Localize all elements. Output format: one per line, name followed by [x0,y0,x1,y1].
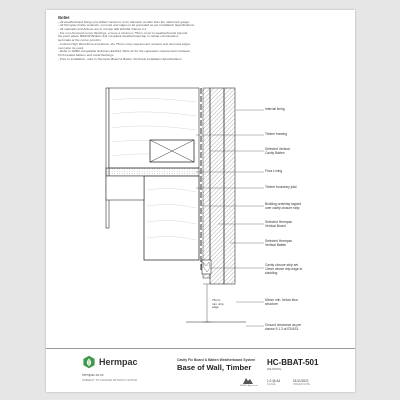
label-cavity-batten [265,148,345,156]
note-line: must also be used. [58,45,84,50]
label-line: Vertical Batten [265,242,287,247]
label-line: Timber boundary joist [265,185,297,189]
label-vertical-board [265,221,345,229]
note-line: - All Hermpac timber products, cut ends and edges to be preceded as per Installation Specifications. [58,23,195,28]
label-line: structure [265,301,278,306]
vertical-batten [224,88,235,284]
label-line: Internal lining [265,107,285,111]
gap-line: 75mm [212,298,221,302]
label-line: Timber framing [265,132,288,136]
label-line: over cavity closure strip [265,205,300,210]
label-below-floor [265,299,345,307]
label-line: Cavity Batten [265,150,285,155]
note-line: terminate at the corner junction. [58,38,102,43]
note-line: - Refer to NZBC Acceptable Solutions E2/AS1 Table 21 for the separation requirements between [58,49,191,54]
hexagon-leaf-logo-icon [82,355,96,369]
label-line: Selected Hermpac [265,220,293,224]
label-floor-lining [265,170,345,174]
label-line: Ground clearance as per [265,323,302,327]
cavity-batten [203,88,210,278]
stamp-text: BRANZ Appraised [240,385,258,387]
note-line: - All weatherboard fixings pre-drilled maximum 1mm diameter smaller than the nail/screw gauge. [58,19,190,24]
label-boundary-joist [265,186,345,190]
date-value: 01/11/2021 [293,379,309,383]
scale-label: SCALE [267,383,276,386]
drawing-sheet [46,10,355,392]
floor-joist [106,176,144,200]
note-line: CCA treated battens and metal flashings. [58,52,115,57]
label-cavity-closure [265,264,345,276]
brand-url: hermpac.co.nz [82,373,104,377]
system-name: Cavity Fix Board & Batten Weatherboard System [177,358,256,362]
note-line: - All materials and fixtures are to comply with E2/AS1 Clause 2.2. [58,27,148,31]
label-ground-clearance [265,324,345,332]
label-line: 10mm above drip edge to [265,266,303,271]
label-line: 60mm min. below floor [265,298,299,302]
label-internal-lining [265,108,345,112]
label-line: cladding [265,270,278,275]
label-line: Selected Vertical [265,147,290,151]
note-line: - For non-hemmed corner flashings, ensure a minimum 75mm cover to weatherboards beyond [58,30,188,35]
internal-lining [106,88,109,228]
label-line: clause 9.1.3 of E2/AS1 [265,326,299,331]
label-timber-framing [265,133,345,137]
drawing-number: HC-BBAT-501 [267,358,319,367]
gap-line: min. drip [212,301,224,306]
label-line: Selected Hermpac [265,239,293,243]
drawing-title: Base of Wall, Timber [177,363,252,372]
note-line: - Prior to installation, refer to Hermpac Board & Batten Technical Installation Specifications. [58,56,183,61]
note-line: the point where BRANZ Bulletin 411 compliant weatherboard lap or rebate combinations [58,34,179,39]
brand-name: Hermpac [99,357,138,367]
label-line: Floor Lining [265,169,283,173]
vertical-board [210,88,224,284]
branz-appraised-stamp-icon [242,376,254,385]
label-line: Building underlay lapped [265,202,302,206]
label-line: Vertical Board [265,223,286,228]
drip-gap-label [212,299,224,310]
disclaimer: SUBJECT TO CHANGE WITHOUT NOTICE [82,378,138,382]
label-line: Cavity closure strip set [265,263,299,267]
scale-value: 1:2 @ A4 [267,379,281,383]
drawing-sub: DRAWING [267,367,282,371]
date-label: ISSUED DATE [293,383,311,386]
floor-lining [106,168,199,176]
notes-title: Notes [58,15,70,20]
label-vertical-batten [265,240,345,248]
gap-line: edge [212,305,219,309]
label-building-underlay [265,203,345,211]
section-drawing [46,10,355,392]
title-block [46,348,355,392]
note-line: - In Extra High Wind Zone and above, the 75mm cover requirement remains and hemmed edges [58,41,191,46]
